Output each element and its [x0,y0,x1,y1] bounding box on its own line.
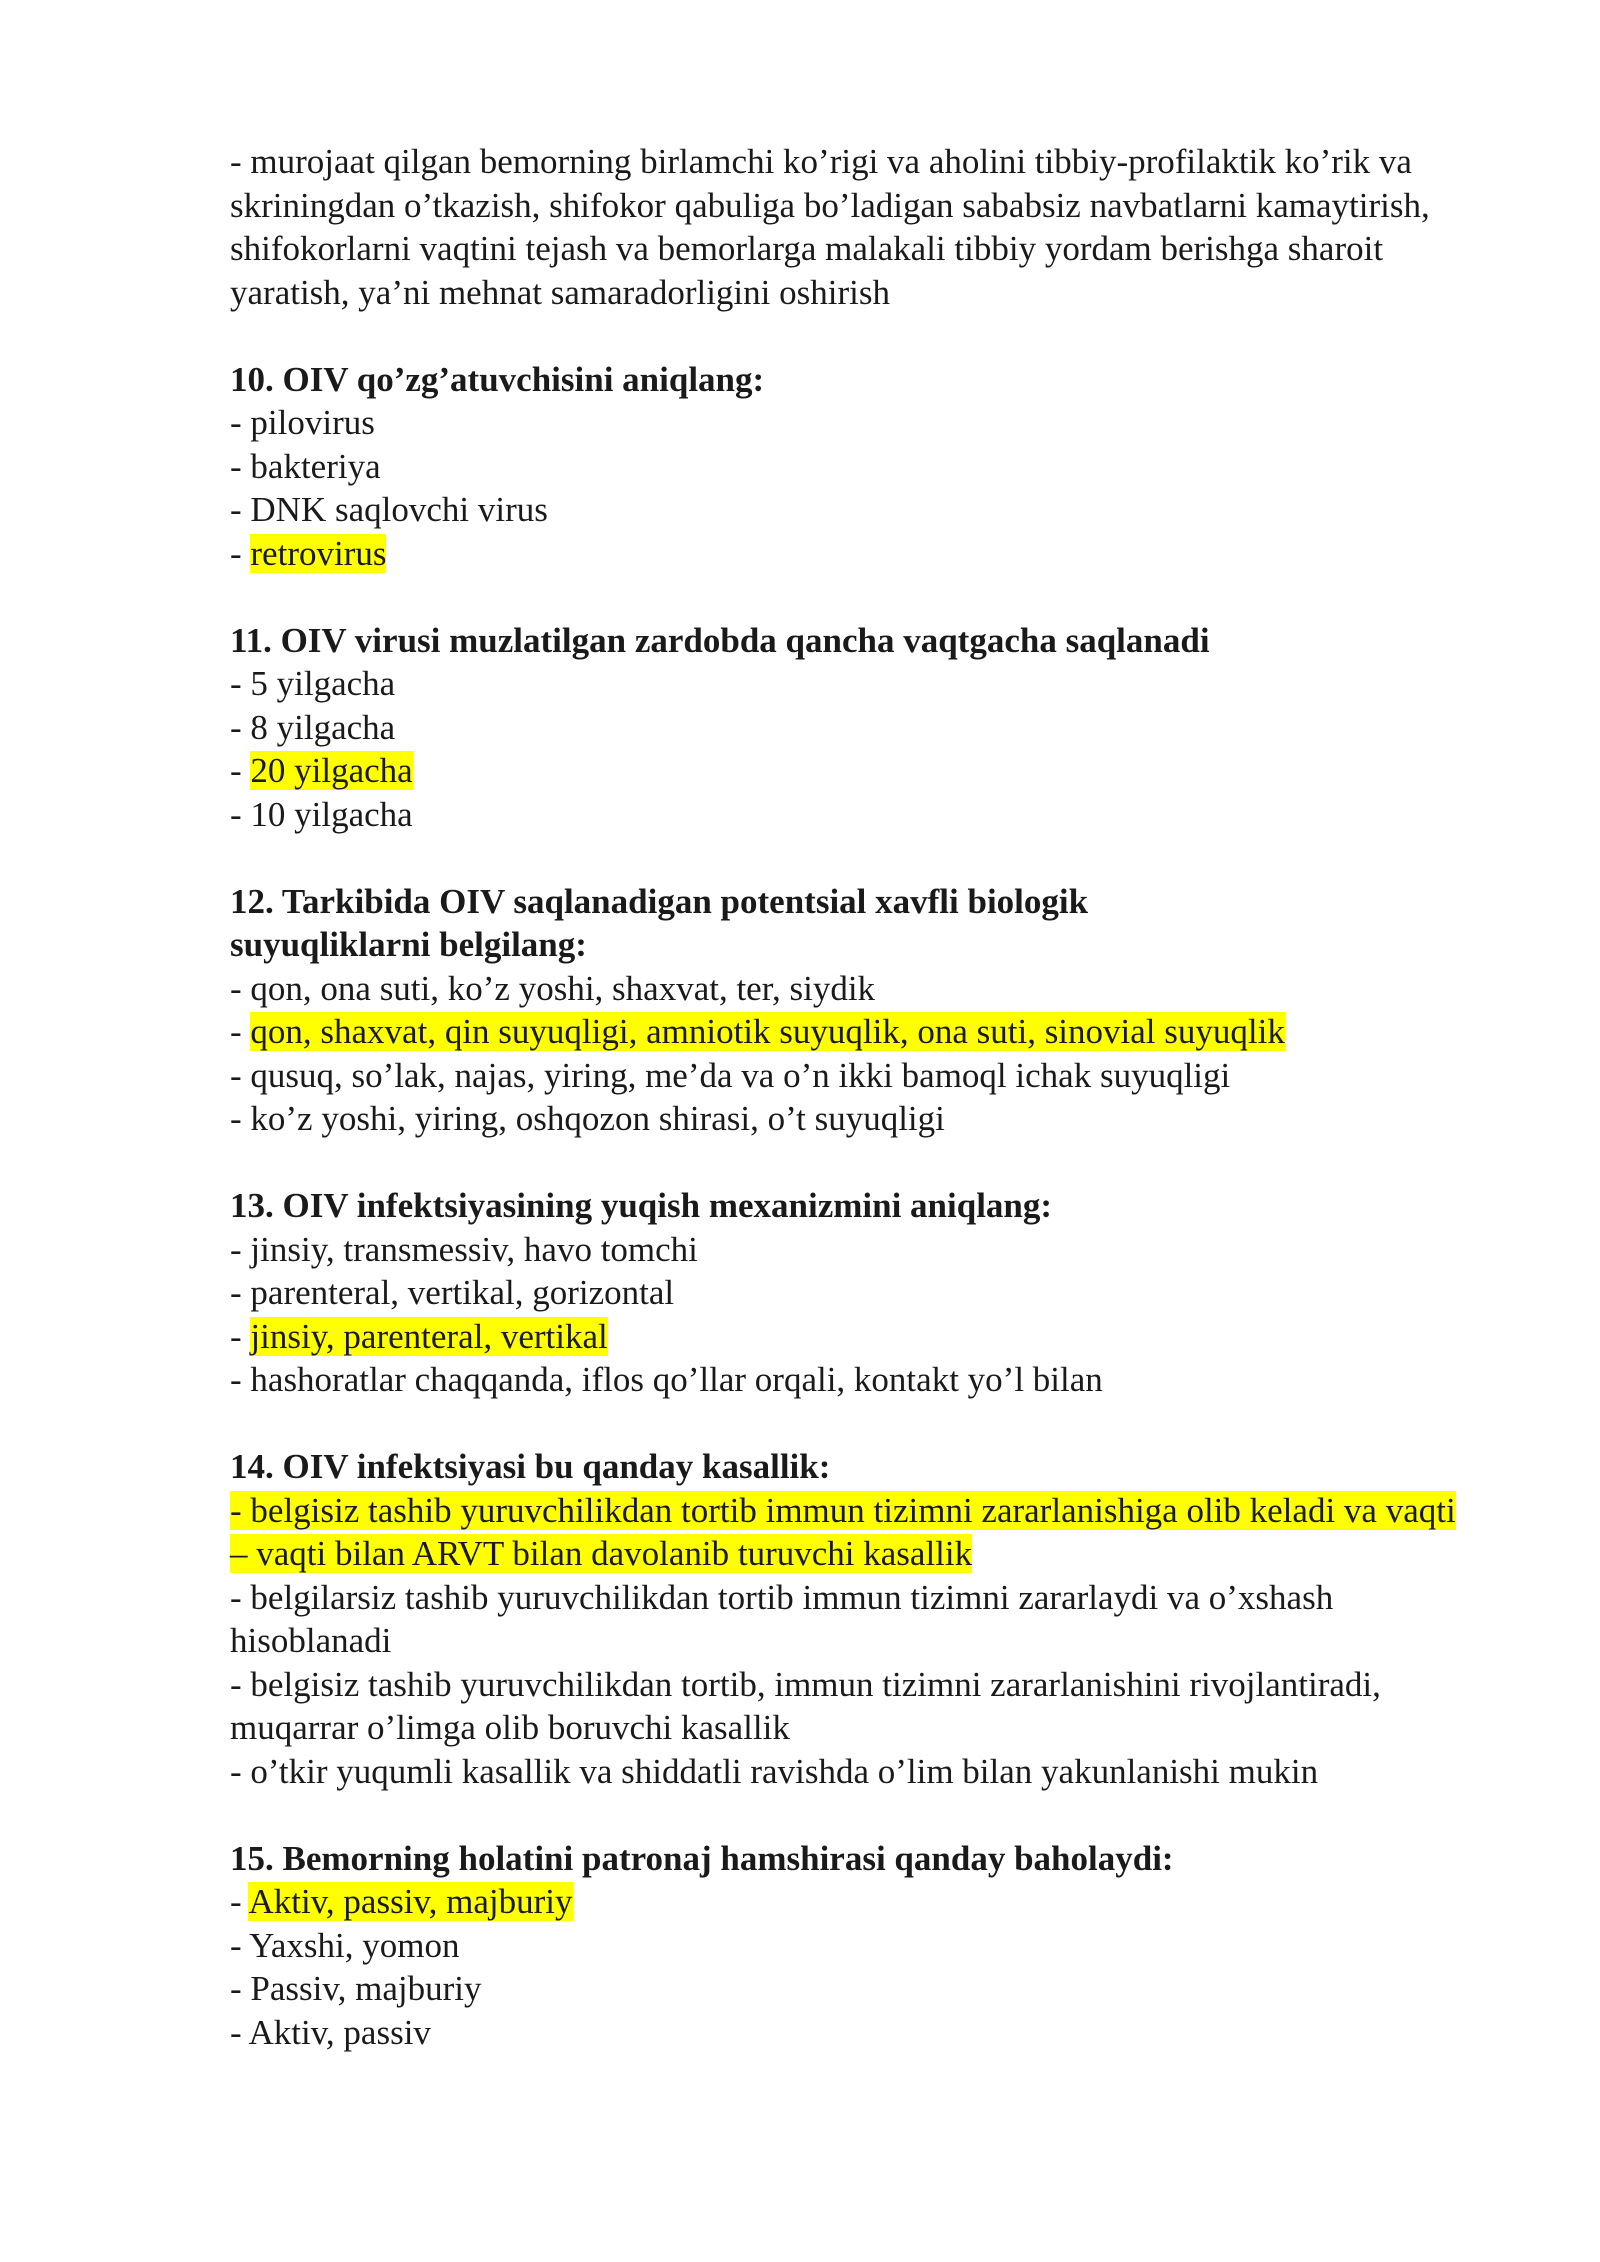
answer-option: - ko’z yoshi, yiring, oshqozon shirasi, o’t suyuqligi [230,1099,945,1138]
answer-option: - jinsiy, transmessiv, havo tomchi [230,1229,698,1269]
answer-option: - 10 yilgacha [230,794,413,834]
question-block [230,358,1480,576]
answer-option: - Aktiv, passiv [230,2012,431,2052]
answer-option: - pilovirus [230,403,375,442]
answer-option: - DNK saqlovchi virus [230,490,548,529]
answer-option: - Yaxshi, yomon [230,1925,460,1965]
answer-option: - o’tkir yuqumli kasallik va shiddatli ravishda o’lim bilan yakunlanishi mukin [230,1751,1319,1791]
answer-option: - belgilarsiz tashib yuruvchilikdan tortib immun tizimni zararlaydi va o’xshash hisoblanadi [230,1577,1334,1660]
question-block [230,1837,1480,2055]
question-block [230,619,1480,837]
answer-option-correct: - 20 yilgacha [230,751,413,790]
question-title: 11. OIV virusi muzlatilgan zardobda qancha vaqtgacha saqlanadi [230,620,1210,660]
document-page [230,140,1480,2054]
question-block [230,880,1480,1141]
answer-option: - bakteriya [230,446,381,486]
question-block [230,1445,1480,1793]
answer-option-correct: - Aktiv, passiv, majburiy [230,1882,573,1921]
intro-paragraph: - murojaat qilgan bemorning birlamchi ko’rigi va aholini tibbiy-profilaktik ko’rik va skriningdan o’tkazish, shifokor qabuliga bo’ladigan sababsiz navbatlarni kamaytirish, shifokorlarni vaqtini tejash va bemorlarga malakali tibbiy yordam berishga sharoit yaratish, ya’ni mehnat samaradorligini oshirish [230,142,1430,312]
question-block [230,1184,1480,1402]
question-title: 14. OIV infektsiyasi bu qanday kasallik: [230,1447,831,1486]
correct-answer-highlight: 20 yilgacha [250,751,413,790]
answer-option: - 8 yilgacha [230,707,396,747]
answer-option: - 5 yilgacha [230,664,396,703]
question-title: 10. OIV qo’zg’atuvchisini aniqlang: [230,359,765,399]
correct-answer-highlight: Aktiv, passiv, majburiy [248,1882,573,1921]
answer-option: - hashoratlar chaqqanda, iflos qo’llar orqali, kontakt yo’l bilan [230,1360,1103,1399]
correct-answer-highlight: qon, shaxvat, qin suyuqligi, amniotik suyuqlik, ona suti, sinovial suyuqlik [250,1012,1285,1051]
correct-answer-highlight: jinsiy, parenteral, vertikal [250,1316,608,1356]
correct-answer-highlight: - belgisiz tashib yuruvchilikdan tortib immun tizimni zararlanishiga olib keladi va vaqti – vaqti bilan ARVT bilan davolanib turuvchi kasallik [230,1490,1456,1573]
answer-option-correct [230,1489,1480,1576]
question-title: 12. Tarkibida OIV saqlanadigan potentsial xavfli biologik suyuqliklarni belgilang: [230,881,1089,964]
answer-option: - parenteral, vertikal, gorizontal [230,1273,675,1312]
answer-option-correct: - qon, shaxvat, qin suyuqligi, amniotik suyuqlik, ona suti, sinovial suyuqlik [230,1012,1285,1051]
answer-option-correct: - jinsiy, parenteral, vertikal [230,1316,608,1356]
answer-option-correct: - retrovirus [230,533,387,573]
question-title: 15. Bemorning holatini patronaj hamshirasi qanday baholaydi: [230,1838,1174,1878]
correct-answer-highlight: retrovirus [250,533,387,573]
answer-option: - qusuq, so’lak, najas, yiring, me’da va o’n ikki bamoql ichak suyuqligi [230,1055,1231,1095]
question-title: 13. OIV infektsiyasining yuqish mexanizmini aniqlang: [230,1186,1053,1225]
answer-option: - Passiv, majburiy [230,1969,482,2008]
answer-option: - qon, ona suti, ko’z yoshi, shaxvat, ter, siydik [230,968,876,1008]
answer-option: - belgisiz tashib yuruvchilikdan tortib, immun tizimni zararlanishini rivojlantiradi, muqarrar o’limga olib boruvchi kasallik [230,1664,1381,1747]
